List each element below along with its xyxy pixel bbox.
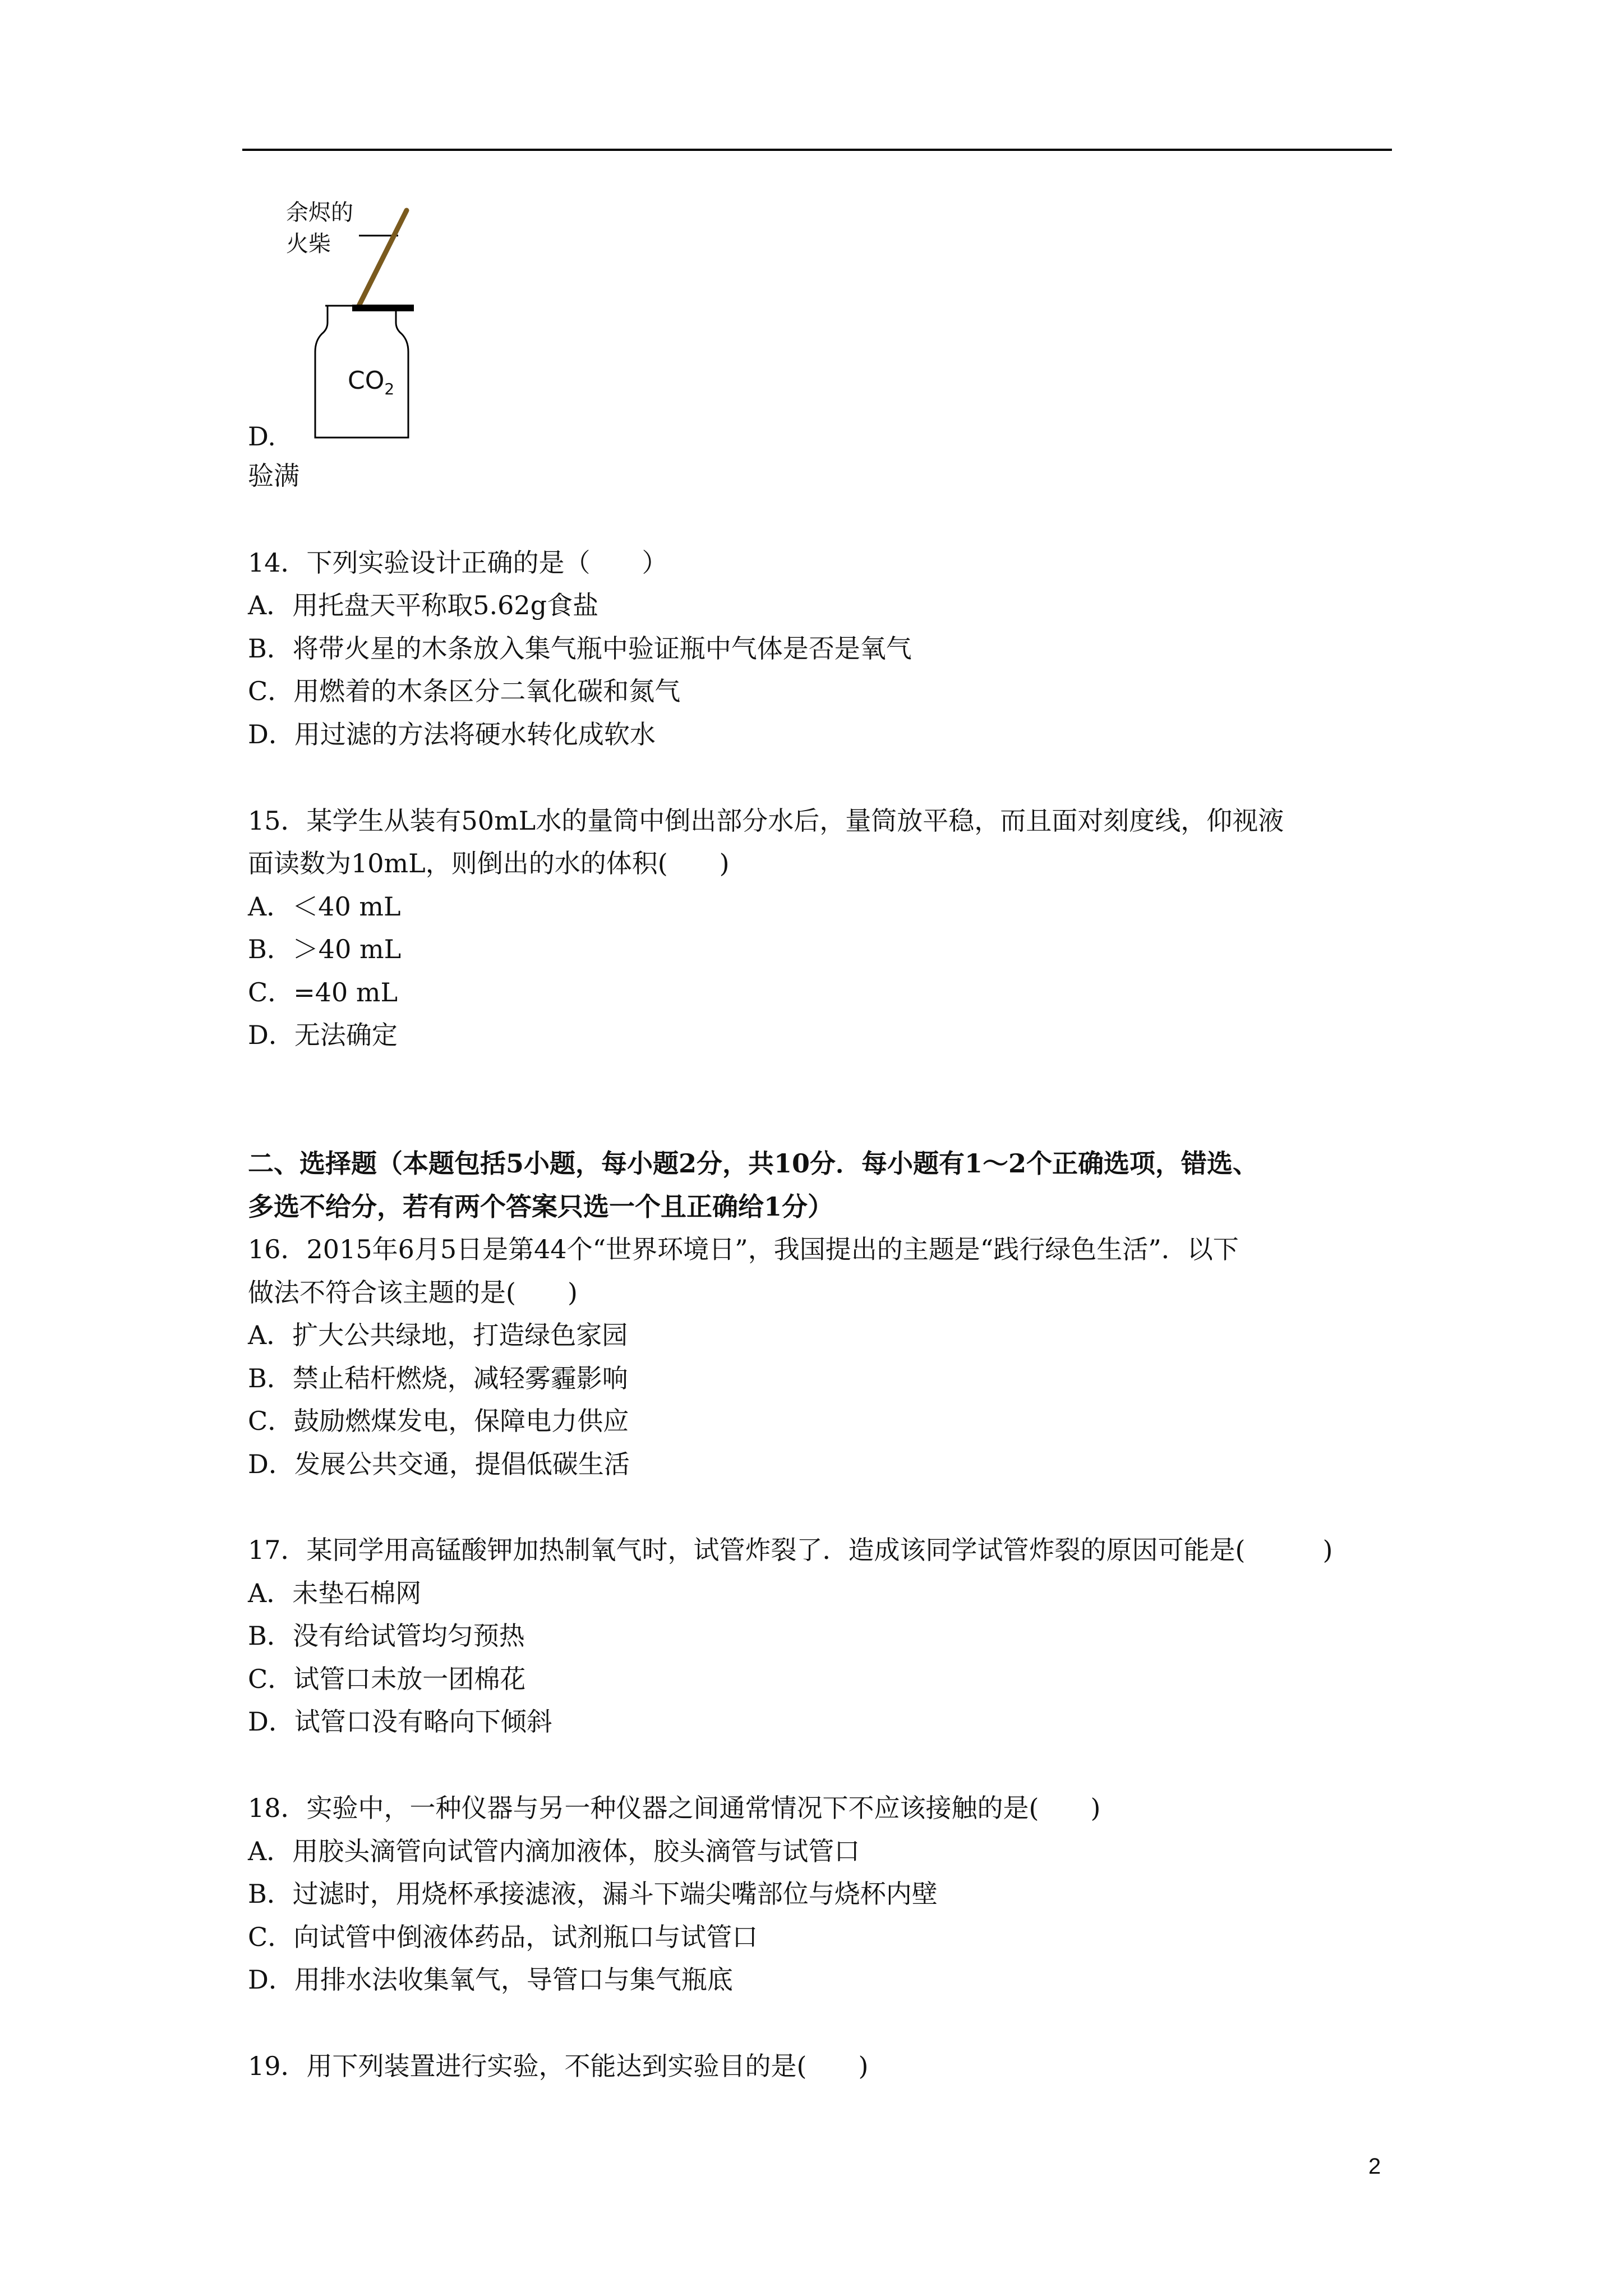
q19-stem: 19．用下列装置进行实验，不能达到实验目的是( ) [248,2051,869,2081]
q15-stem-line2: 面读数为10mL，则倒出的水的体积( ) [248,848,730,878]
q15-option-b: B．＞40 mL [248,934,402,964]
q14-option-d: D．用过滤的方法将硬水转化成软水 [248,719,656,749]
q17-stem: 17．某同学用高锰酸钾加热制氧气时，试管炸裂了．造成该同学试管炸裂的原因可能是( ) [248,1535,1333,1565]
q16-option-d: D．发展公共交通，提倡低碳生活 [248,1449,630,1479]
q13-option-d-label: D. [248,421,276,452]
q17-option-d: D．试管口没有略向下倾斜 [248,1706,552,1737]
q17-option-b: B．没有给试管均匀预热 [248,1621,525,1651]
page-number: 2 [1368,2154,1381,2179]
section2-heading-line1: 二、选择题（本题包括5小题，每小题2分，共10分．每小题有1～2个正确选项，错选、 [248,1148,1259,1179]
q15-option-d: D．无法确定 [248,1020,398,1050]
co2-bottle-figure [286,199,432,446]
q18-option-d: D．用排水法收集氧气，导管口与集气瓶底 [248,1964,733,1995]
q16-option-a: A．扩大公共绿地，打造绿色家园 [248,1320,628,1350]
q16-stem-line2: 做法不符合该主题的是( ) [248,1277,578,1308]
q18-option-a: A．用胶头滴管向试管内滴加液体，胶头滴管与试管口 [248,1836,860,1866]
q14-option-c: C．用燃着的木条区分二氧化碳和氮气 [248,676,681,706]
header-rule [242,149,1392,151]
figure-label-line2: 火柴 [286,231,331,257]
q16-stem-line1: 16．2015年6月5日是第44个“世界环境日”，我国提出的主题是“践行绿色生活”．以下 [248,1234,1239,1264]
bottle-co2-label: $CO_2$ [348,366,395,398]
figure-label-line1: 余烬的 [286,200,353,226]
q16-option-c: C．鼓励燃煤发电，保障电力供应 [248,1406,629,1436]
q15-option-c: C．=40 mL [248,977,398,1007]
q18-stem: 18．实验中，一种仪器与另一种仪器之间通常情况下不应该接触的是( ) [248,1793,1101,1823]
q15-stem-line1: 15．某学生从装有50mL水的量筒中倒出部分水后，量筒放平稳，而且面对刻度线，仰视液 [248,806,1284,836]
q18-option-c: C．向试管中倒液体药品，试剂瓶口与试管口 [248,1922,758,1952]
q14-option-a: A．用托盘天平称取5.62g食盐 [248,590,599,620]
q16-option-b: B．禁止秸杆燃烧，减轻雾霾影响 [248,1363,628,1393]
q15-option-a: A．＜40 mL [248,891,401,922]
q14-stem: 14．下列实验设计正确的是（ ） [248,547,668,578]
section2-heading-line2: 多选不给分，若有两个答案只选一个且正确给1分） [248,1191,834,1222]
q18-option-b: B．过滤时，用烧杯承接滤液，漏斗下端尖嘴部位与烧杯内壁 [248,1879,938,1909]
q17-option-c: C．试管口未放一团棉花 [248,1664,526,1694]
q13-option-d-text: 验满 [248,461,299,491]
q17-option-a: A．未垫石棉网 [248,1578,422,1608]
q14-option-b: B．将带火星的木条放入集气瓶中验证瓶中气体是否是氧气 [248,633,912,664]
